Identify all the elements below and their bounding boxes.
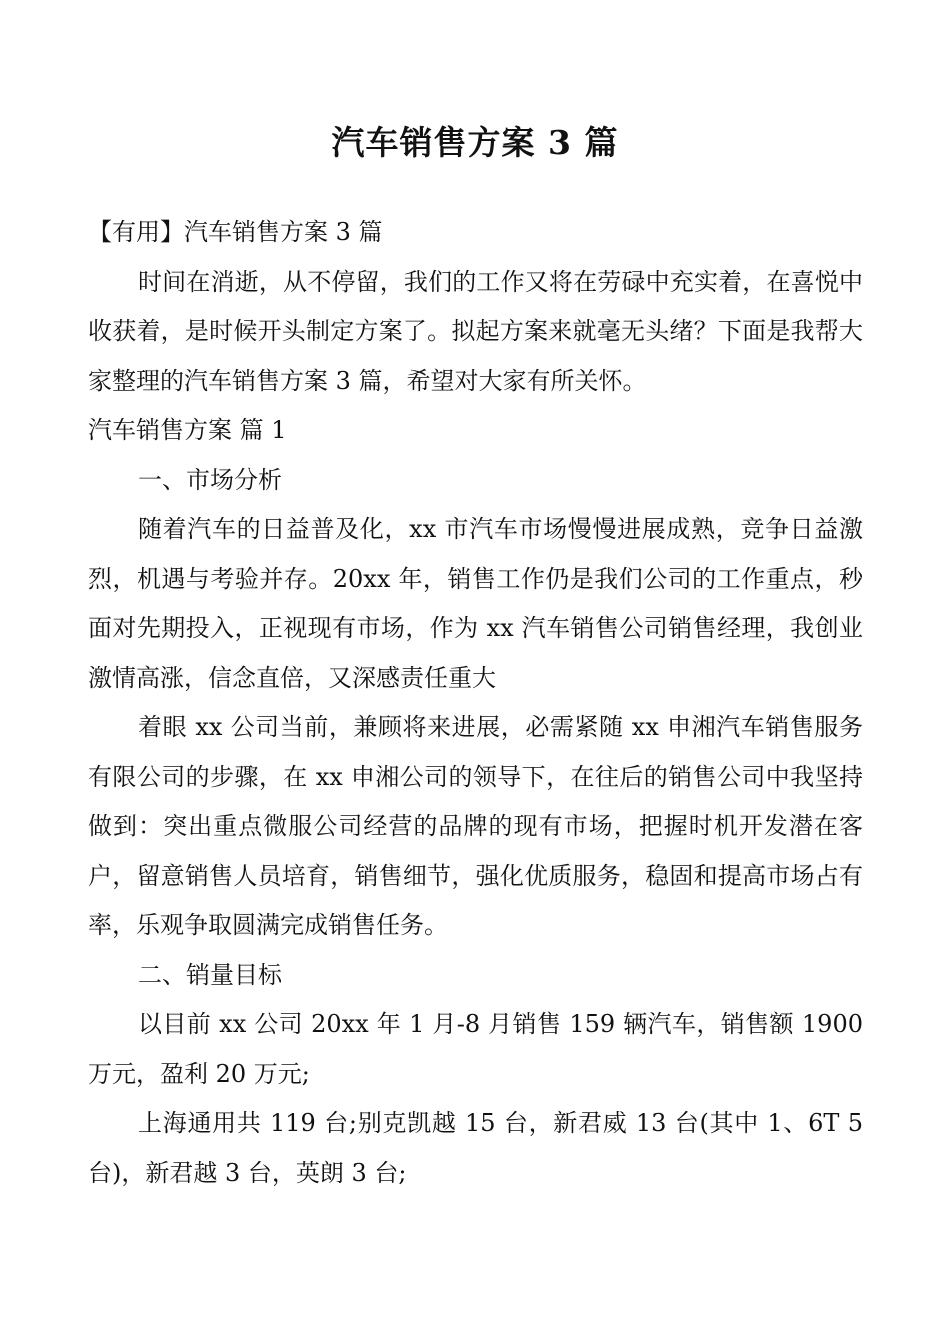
paragraph-sales-figures: 以目前 xx 公司 20xx 年 1 月-8 月销售 159 辆汽车，销售额 1900 万元，盈利 20 万元; (88, 1010, 863, 1088)
document-title: 汽车销售方案 3 篇 (331, 123, 619, 162)
section-heading-plan-1: 汽车销售方案 篇 1 (88, 416, 287, 444)
paragraph-model-breakdown: 上海通用共 119 台;别克凯越 15 台，新君威 13 台(其中 1、6T 5 台)，新君越 3 台，英朗 3 台; (88, 1109, 863, 1187)
document-body (88, 208, 863, 1198)
paragraph-company-focus: 着眼 xx 公司当前，兼顾将来进展，必需紧随 xx 申湘汽车销售服务有限公司的步骤，在 xx 申湘公司的领导下，在往后的销售公司中我坚持做到：突出重点微服公司经营的品牌的现有市场，把握时机开发潜在客户，留意销售人员培育，销售细节，强化优质服务，稳固和提高市场占有率，乐观争取圆满完成销售任务。 (88, 713, 863, 939)
paragraph-intro: 时间在消逝，从不停留，我们的工作又将在劳碌中充实着，在喜悦中收获着，是时候开头制定方案了。拟起方案来就毫无头绪？下面是我帮大家整理的汽车销售方案 3 篇，希望对大家有所关怀。 (88, 267, 863, 395)
paragraph-market-analysis: 随着汽车的日益普及化，xx 市汽车市场慢慢进展成熟，竞争日益激烈，机遇与考验并存。20xx 年，销售工作仍是我们公司的工作重点，秒面对先期投入，正视现有市场，作为 xx 汽车销售公司销售经理，我创业激情高涨，信念直倍，又深感责任重大 (88, 515, 863, 692)
heading-sales-target: 二、销量目标 (138, 960, 282, 989)
paragraph-subtitle: 【有用】汽车销售方案 3 篇 (88, 218, 383, 246)
heading-market-analysis: 一、市场分析 (138, 465, 282, 494)
